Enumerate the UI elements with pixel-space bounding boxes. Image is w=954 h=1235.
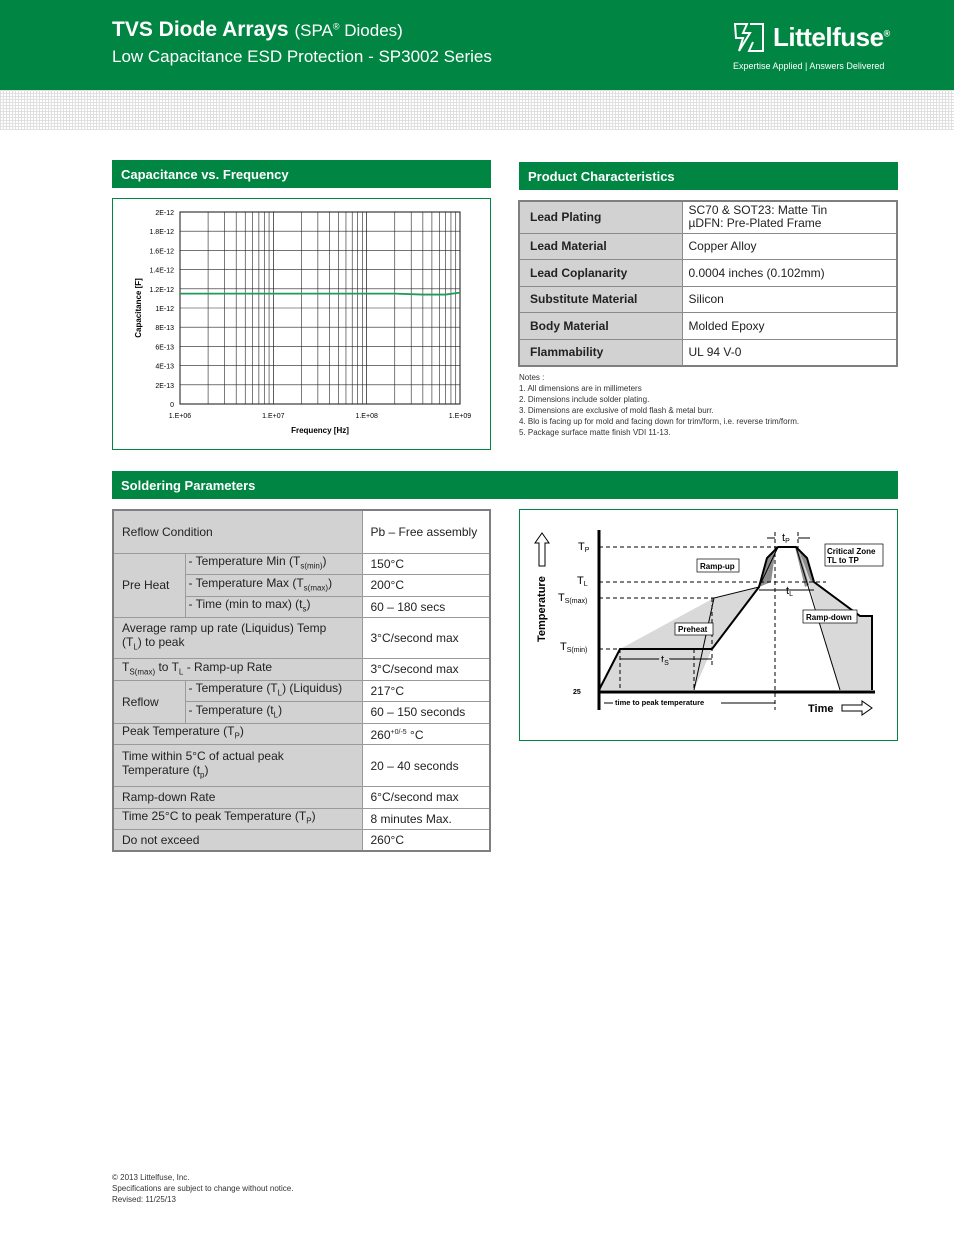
time-within-peak-label: Time within 5°C of actual peak Temperature $(t_p)$ — [113, 745, 362, 787]
table-row — [519, 286, 897, 313]
reflow-profile-diagram — [520, 510, 897, 740]
y-tick-label: 2E-12 — [155, 210, 174, 217]
tp-label: TP — [578, 541, 590, 554]
revision: Revised: 11/25/13 — [112, 1195, 176, 1204]
note-item: 1. All dimensions are in millimeters — [519, 384, 642, 393]
ramp-down-label: Ramp-down Rate — [113, 787, 362, 809]
y-tick-label: 1.2E-12 — [149, 286, 174, 294]
tl-label: TL — [577, 575, 588, 588]
tsmax-to-tl-label: $T_{S(max)}$ to $T_L$ - Ramp-up Rate — [113, 659, 362, 681]
y-tick-label: 1.6E-12 — [149, 248, 174, 256]
footer — [112, 1172, 293, 1205]
row-value: 0.0004 inches (0.102mm) — [682, 260, 897, 287]
do-not-exceed-value: 260°C — [362, 830, 490, 852]
capacitance-chart — [113, 199, 490, 449]
ramp-up-label: Ramp-up — [700, 562, 735, 571]
small-ts-label: tS — [661, 654, 669, 667]
y-axis-title: Capacitance [F] — [134, 278, 143, 338]
reflow-profile-panel — [519, 509, 898, 741]
product-characteristics-header: Product Characteristics — [519, 162, 898, 190]
preheat-tmax-label: - Temperature Max $(T_{s(max)})$ — [185, 575, 362, 597]
x-tick-label: 1.E+07 — [262, 413, 285, 420]
preheat-tmin-label: - Temperature Min $(T_{s(min)})$ — [185, 553, 362, 575]
x-tick-label: 1.E+06 — [168, 413, 192, 420]
y-tick-label: 2E-13 — [155, 382, 174, 390]
notes — [519, 372, 799, 438]
page-subtitle: Low Capacitance ESD Protection - SP3002 Series — [112, 47, 492, 66]
soldering-section-header: Soldering Parameters — [112, 471, 898, 499]
y-tick-label: 1E-12 — [155, 306, 174, 313]
y-tick-label: 4E-13 — [155, 363, 174, 371]
critical-zone-label: Critical Zone — [827, 547, 876, 556]
preheat-label: Preheat — [678, 625, 708, 634]
table-row — [113, 745, 490, 787]
reflow-temp-label: - Temperature $(T_L)$ (Liquidus) — [185, 680, 362, 702]
tsmin-label: TS(min) — [560, 641, 588, 654]
temperature-axis-arrow-icon — [535, 533, 549, 566]
small-tp-label: tP — [782, 532, 790, 545]
reflow-condition-value: Pb – Free assembly — [362, 510, 490, 553]
table-row — [113, 510, 490, 553]
disclaimer: Specifications are subject to change without notice. — [112, 1184, 294, 1193]
x-axis-title: Frequency [Hz] — [291, 426, 349, 435]
x-axis-title: Time — [808, 703, 834, 715]
page-title: TVS Diode Arrays (SPA® Diodes) — [112, 18, 403, 41]
y-tick-label: 0 — [170, 402, 174, 409]
row-value: UL 94 V-0 — [682, 339, 897, 366]
reflow-temp-value: 217°C — [362, 680, 490, 702]
reflow-label: Reflow — [113, 680, 185, 723]
soldering-table — [112, 509, 491, 852]
time-within-peak-value: 20 – 40 seconds — [362, 745, 490, 787]
tsmax-label: TS(max) — [558, 592, 588, 605]
row-label: Lead Coplanarity — [519, 260, 682, 287]
row-label: Lead Plating — [519, 201, 682, 233]
copyright: © 2013 Littelfuse, Inc. — [112, 1173, 190, 1182]
note-item: 4. Blo is facing up for mold and facing down for trim/form, i.e. reverse trim/form. — [519, 417, 800, 426]
peak-temp-label: Peak Temperature $(T_P)$ — [113, 723, 362, 745]
table-row — [113, 830, 490, 852]
note-item: 5. Package surface matte finish VDI 11-13. — [519, 428, 671, 437]
logo-wordmark: Littelfuse® — [773, 22, 890, 52]
time-axis-arrow-icon — [842, 701, 872, 715]
ramp-down-label: Ramp-down — [806, 613, 852, 622]
time-to-peak-label: time to peak temperature — [615, 698, 705, 707]
table-row — [113, 553, 490, 575]
row-value: Copper Alloy — [682, 233, 897, 260]
reflow-time-value: 60 – 150 seconds — [362, 702, 490, 724]
y-tick-label: 8E-13 — [155, 325, 174, 333]
page-header — [0, 0, 954, 90]
ramp-region — [620, 587, 759, 649]
table-row — [113, 659, 490, 681]
table-row — [519, 201, 897, 233]
littelfuse-logo — [733, 20, 898, 75]
table-row — [519, 260, 897, 287]
table-row — [519, 233, 897, 260]
table-row — [519, 339, 897, 366]
littelfuse-logo-icon — [733, 20, 767, 54]
ramp-up-value: 3°C/second max — [362, 618, 490, 659]
capacitance-chart-panel — [112, 198, 491, 450]
y-tick-label: 1.4E-12 — [149, 267, 174, 275]
row-value: Molded Epoxy — [682, 313, 897, 340]
capacitance-section-header: Capacitance vs. Frequency — [112, 160, 491, 188]
note-item: 3. Dimensions are exclusive of mold flash & metal burr. — [519, 406, 714, 415]
note-item: 2. Dimensions include solder plating. — [519, 395, 650, 404]
row-label: Body Material — [519, 313, 682, 340]
ramp-down-value: 6°C/second max — [362, 787, 490, 809]
y-tick-label: 1.8E-12 — [149, 229, 174, 237]
preheat-time-label: - Time (min to max) $(t_s)$ — [185, 596, 362, 618]
y-tick-label: 6E-13 — [155, 344, 174, 352]
table-row — [113, 723, 490, 745]
table-row — [519, 313, 897, 340]
row-label: Lead Material — [519, 233, 682, 260]
row-label: Substitute Material — [519, 286, 682, 313]
pre-heat-label: Pre Heat — [113, 553, 185, 618]
preheat-tmax-value: 200°C — [362, 575, 490, 597]
product-characteristics-table — [518, 200, 898, 367]
reflow-time-label: - Temperature $(t_L)$ — [185, 702, 362, 724]
table-row — [113, 680, 490, 702]
row-value: Silicon — [682, 286, 897, 313]
notes-title: Notes : — [519, 373, 545, 382]
dotted-band — [0, 90, 954, 130]
time-25-to-peak-value: 8 minutes Max. — [362, 808, 490, 830]
preheat-time-value: 60 – 180 secs — [362, 596, 490, 618]
tsmax-to-tl-value: 3°C/second max — [362, 659, 490, 681]
table-row — [113, 787, 490, 809]
x-tick-label: 1.E+08 — [355, 413, 378, 420]
do-not-exceed-label: Do not exceed — [113, 830, 362, 852]
t25-label: 25 — [573, 689, 581, 696]
y-axis-title: Temperature — [536, 576, 548, 642]
reflow-condition-label: Reflow Condition — [113, 510, 362, 553]
row-value: SC70 & SOT23: Matte Tin µDFN: Pre-Plated Frame — [682, 201, 897, 233]
x-tick-label: 1.E+09 — [448, 413, 472, 420]
time-25-to-peak-label: Time 25°C to peak Temperature $(T_P)$ — [113, 808, 362, 830]
row-label: Flammability — [519, 339, 682, 366]
title-spa: (SPA® Diodes) — [294, 21, 403, 40]
ramp-up-label: Average ramp up rate (Liquidus) Temp $(T_L)$ to peak — [113, 618, 362, 659]
table-row — [113, 808, 490, 830]
small-tl-label: tL — [786, 585, 793, 598]
table-row — [113, 618, 490, 659]
peak-temp-value: $260^{+0/-5}$ °C — [362, 723, 490, 745]
preheat-tmin-value: 150°C — [362, 553, 490, 575]
logo-tagline: Expertise Applied | Answers Delivered — [733, 61, 885, 71]
critical-zone-range: TL to TP — [827, 556, 859, 565]
